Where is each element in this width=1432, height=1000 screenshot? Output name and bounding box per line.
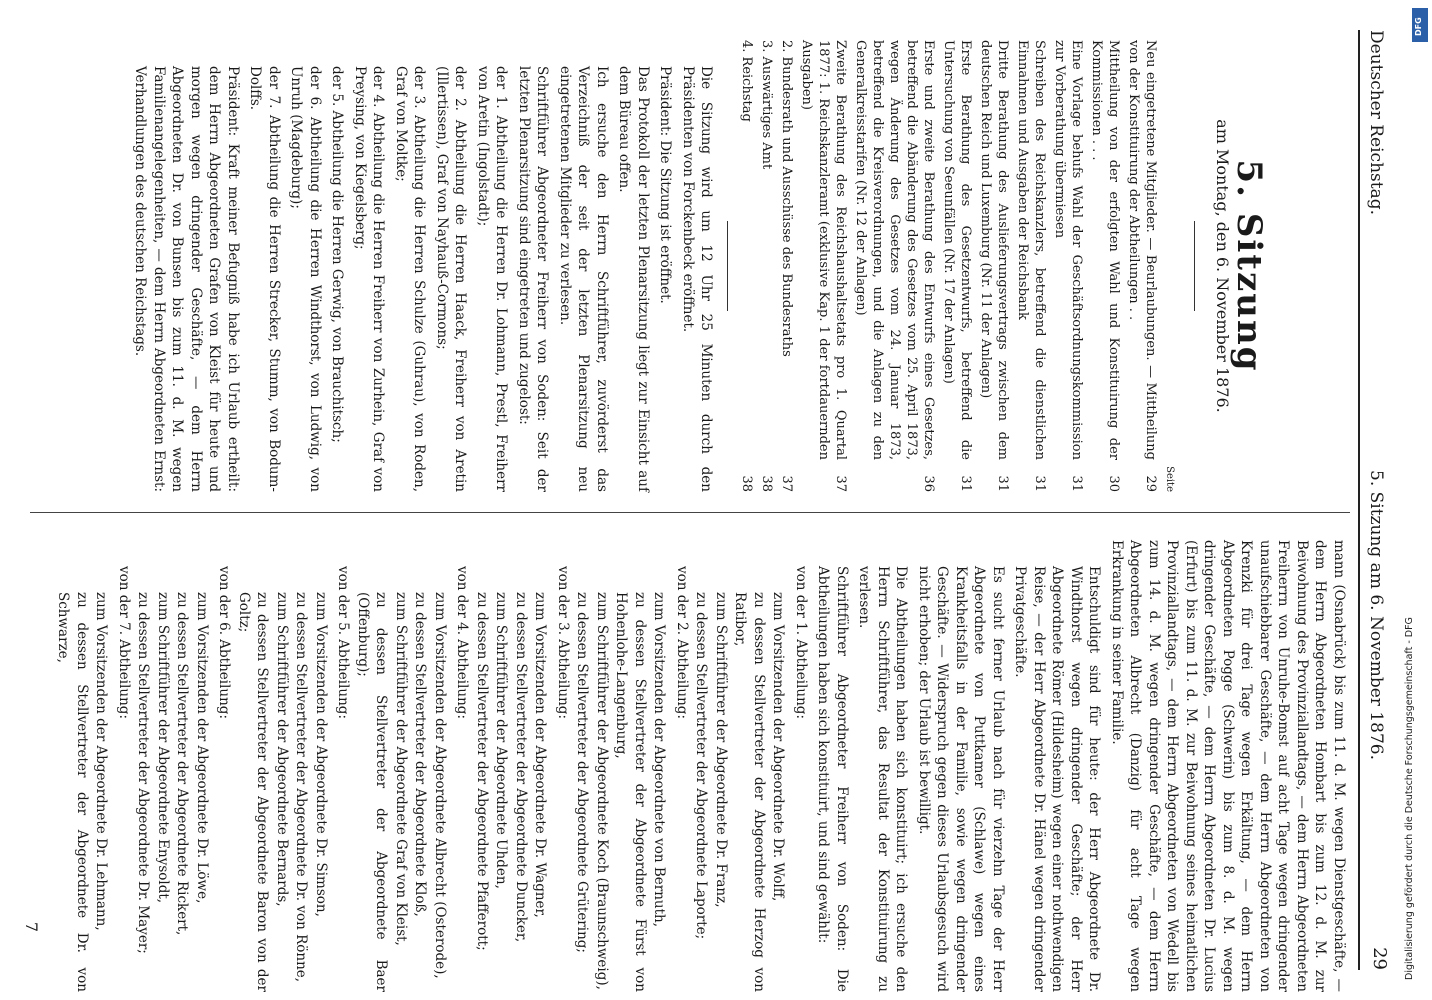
body-paragraph: der 3. Abtheilung die Herren Schulze (Guhrau), von Roden, Graf von Moltke;	[393, 66, 428, 492]
toc-entry-text: 3. Auswärtiges Amt	[759, 40, 775, 170]
opening-paragraph: Die Sitzung wird um 12 Uhr 25 Minuten durch den Präsidenten von Forckenbeck eröffnet.	[680, 66, 715, 492]
toc-row	[1089, 40, 1123, 492]
toc-entry-page: 37	[833, 475, 849, 492]
body-paragraph: mann (Osnabrück) bis zum 11. d. M. wegen Dienstgeschäfte, — dem Herrn Abgeordneten Hombart bis zum 12. d. M. zur Beiwohnung des Provinziallandtags, — dem Herrn Abgeordneten Freiherrn von Unruhe-Bomst auf acht Tage wegen dringender unaufschiebbarer Geschäfte, — dem Herrn Abgeordneten von Krenzki für drei Tage wegen Erkältung, — dem Herrn Abgeordneten Pogge (Schwerin) bis zum 8. d. M. wegen dringender Geschäfte, — dem Herrn Abgeordneten Dr. Lucius (Erfurt) bis zum 11. d. M. zur Beiwohnung seines heimatlichen Provinziallandtags, — dem Herrn Abgeordneten von Wedell bis zum 14. d. M. wegen dringender Geschäfte, — dem Herrn Abgeordneten Albrecht (Danzig) für acht Tage wegen Erkrankung in seiner Familie.	[1109, 540, 1347, 992]
toc-row	[1015, 40, 1049, 492]
toc-row	[1052, 40, 1086, 492]
dfg-credit-text: Digitalisierung gefördert durch die Deutsche Forschungsgemeinschaft - DFG	[1404, 617, 1415, 980]
section-line: zu dessen Stellvertreter der Abgeordnete Pfafferott;	[474, 592, 490, 951]
section-line: zum Schriftführer der Abgeordnete Dr. Franz,	[713, 592, 729, 908]
toc-entry-text: Eine Vorlage behufs Wahl der Geschäftsordnungskommission zur Vorberathung übermiesen	[1052, 40, 1085, 460]
left-body	[131, 40, 675, 492]
body-paragraph: Es sucht ferner Urlaub nach für vierzehn Tage der Herr Abgeordnete von Puttkamer (Schlawe) wegen eines Krankheitsfalls in der Familie, sowie wegen dringender Geschäfte. — Widerspruch gegen dieses Urlaubsgesuch wird nicht erhoben; der Urlaub ist bewilligt.	[916, 566, 1006, 992]
section-line: zu dessen Stellvertreter der Abgeordnete Baer (Offenburg);	[355, 592, 390, 992]
toc-entry-page: 31	[995, 475, 1011, 492]
header-rule	[1358, 30, 1360, 970]
toc-row	[978, 40, 1012, 492]
body-paragraph: Präsident: Kraft meiner Befugniß habe ich Urlaub ertheilt: dem Herrn Abgeordneten Grafen von Kleist für heute und morgen wegen dringender Geschäfte, — dem Herrn Abgeordneten Dr. von Bunsen bis zum 11. d. M. wegen Familienangelegenheiten, — dem Herrn Abgeordneten Ernst: Verhandlungen des deutschen Reichstags.	[132, 66, 241, 492]
toc-entry-page: 37	[779, 475, 795, 492]
body-paragraph: der 4. Abtheilung die Herren Freiherr von Zurhein, Graf von Preysing, von Kiegelsberg;	[352, 66, 387, 492]
section-line: zum Vorsitzenden der Abgeordnete Dr. Simson,	[313, 592, 329, 917]
toc-row	[853, 40, 938, 492]
body-paragraph: der 1. Abtheilung die Herren Dr. Lohmann, Prestl, Freiherr von Aretin (Ingolstadt);	[475, 66, 510, 492]
section-line: zu dessen Stellvertreter der Abgeordnete Dr. Mayer;	[135, 592, 152, 954]
body-paragraph: der 5. Abtheilung die Herren Gerwig, von Brauchitsch;	[329, 66, 346, 443]
section-line: zu dessen Stellvertreter der Abgeordnete Herzog von Ratibor,	[732, 592, 767, 992]
section-line: zu dessen Stellvertreter der Abgeordnete Laporte;	[693, 592, 710, 940]
session-date: am Montag, den 6. November 1876.	[1213, 119, 1233, 413]
section-line: zum Vorsitzenden der Abgeordnete Dr. Lehmann,	[93, 592, 110, 931]
left-column	[127, 40, 1348, 492]
toc-row	[739, 40, 756, 492]
toc-entry-text: Erste Berathung des Gesetzentwurfs, betreffend die Untersuchung von Seeunfällen (Nr. 17 der Anlagen)	[941, 40, 974, 460]
toc-row	[759, 40, 776, 492]
section-heading: von der 5. Abtheilung:	[335, 566, 352, 720]
toc-entry-text: Zweite Berathung des Reichshaushaltsetats pro 1. Quartal 1877: 1. Reichskanzleramt (exklusive Kap. 1 der fortdauernden Ausgaben)	[799, 40, 849, 460]
toc-entry-page: 36	[921, 475, 937, 492]
toc-rule	[728, 221, 729, 311]
section-line: zum Vorsitzenden der Abgeordnete von Bernuth,	[651, 592, 668, 927]
signature-mark: 7	[22, 921, 41, 932]
body-paragraph: Ich ersuche den Herrn Schriftführer, zuvörderst das Verzeichniß der seit der letzten Plenarsitzung neu eingetretenen Mitglieder zu verlesen.	[557, 66, 610, 492]
toc-entry-text: Erste und zweite Berathung des Entwurfs eines Gesetzes, betreffend die Abänderung des Gesetzes vom 25. April 1873, wegen Änderung des Gesetzes vom 24. Januar 1873, betreffend die Kreisverordnungen, und die Anlagen zu den Generalkreisstarifen (Nr. 12 der Anlagen)	[853, 40, 937, 460]
body-paragraph: Präsident: Die Sitzung ist eröffnet.	[657, 66, 674, 304]
section-line: zum Vorsitzenden der Abgeordnete Albrecht (Osterode),	[432, 592, 448, 979]
title-rule	[1194, 221, 1195, 311]
section-line: zu dessen Stellvertreter der Abgeordnete Fürst von Hohenlohe-Langenburg,	[613, 592, 648, 992]
toc-row	[1126, 40, 1160, 492]
toc-entry-text: 4. Reichstag	[739, 40, 755, 122]
section-line: zu dessen Stellvertreter der Abgeordnete Dr. von Rönne,	[293, 592, 310, 983]
header-publication: Deutscher Reichstag.	[1366, 30, 1386, 215]
column-separator	[30, 512, 1350, 513]
toc-entry-page: 38	[739, 475, 755, 492]
section-line: zum Vorsitzenden der Abgeordnete Dr. Wagner,	[532, 592, 549, 918]
section-line: zum Vorsitzenden der Abgeordnete Dr. Löwe,	[194, 592, 210, 904]
section-line: zu dessen Stellvertreter der Abgeordnete Kloß,	[412, 592, 429, 917]
section-line: zu dessen Stellvertreter der Abgeordnete Grütering;	[574, 592, 591, 953]
section-line: zum Schriftführer der Abgeordnete Uhden,	[493, 592, 510, 889]
section-heading: von der 2. Abtheilung:	[674, 566, 690, 720]
header-session: 5. Sitzung am 6. November 1876.	[1366, 470, 1386, 760]
toc-entry-text: Dritte Berathung des Auslieferungsvertrags zwischen dem deutschen Reich und Luxemburg (Nr. 11 der Anlagen)	[978, 40, 1011, 460]
toc-entry-page: 31	[958, 475, 974, 492]
section-line: zum Schriftführer der Abgeordnete Bernards,	[274, 592, 290, 907]
toc-row	[779, 40, 796, 492]
body-paragraph: Das Protokoll der letzten Plenarsitzung liegt zur Einsicht auf dem Büreau offen.	[616, 66, 651, 492]
toc-row	[941, 40, 975, 492]
section-heading: von der 1. Abtheilung:	[793, 566, 809, 720]
section-line: zu dessen Stellvertreter der Abgeordnete Duncker,	[513, 592, 529, 943]
body-paragraph: der 6. Abtheilung die Herren Windthorst, von Ludwig, von Unruh (Magdeburg);	[288, 66, 323, 492]
body-paragraph: Entschuldigt sind für heute: der Herr Abgeordnete Dr. Windthorst wegen dringender Geschäfte; der Herr Abgeordnete Römer (Hildesheim) wegen einer nothwendigen Reise, — der Herr Abgeordnete Dr. Hänel wegen dringender Privatgeschäfte.	[1012, 566, 1103, 992]
section-heading: von der 3. Abtheilung:	[555, 566, 571, 720]
toc-entry-text: 2. Bundesrath und Ausschüsse des Bundesraths	[779, 40, 795, 357]
toc-entry-text: Neu eingetretene Mitglieder. — Beurlaubungen. — Mittheilung von der Konstituirung der Abtheilungen . .	[1126, 40, 1159, 460]
toc-entry-page: 38	[759, 475, 775, 492]
section-line: zu dessen Stellvertreter der Abgeordnete Baron von der Goltz;	[236, 592, 271, 992]
section-line: zum Schriftführer der Abgeordnete Enysoldt,	[155, 592, 171, 904]
section-line: zu dessen Stellvertreter der Abgeordnete Rickert,	[174, 592, 191, 936]
toc-label: Seite	[1164, 466, 1175, 492]
session-title: 5. Sitzung	[1229, 159, 1269, 373]
section-heading: von der 7. Abtheilung:	[116, 566, 132, 720]
dfg-logo-text: DFG	[1414, 17, 1423, 36]
section-line: zum Schriftführer der Abgeordnete Graf von Kleist,	[393, 592, 409, 946]
body-paragraph: der 2. Abtheilung die Herren Haack, Freiherr von Aretin (Illertissen), Graf von Nayhauß-Cormons;	[434, 66, 469, 492]
right-column	[22, 540, 1349, 992]
body-paragraph: Schriftführer Abgeordneter Freiherr von Soden: Seit der letzten Plenarsitzung sind eingetreten und zugelost:	[516, 66, 551, 492]
body-paragraph: Schriftführer Abgeordneter Freiherr von Soden: Die Abtheilungen haben sich konstituirt, und sind gewählt:	[815, 566, 850, 992]
section-line: zum Vorsitzenden der Abgeordnete Dr. Wolff,	[770, 592, 787, 902]
page-number: 29	[1369, 947, 1390, 970]
section-line: zum Schriftführer der Abgeordnete Koch (Braunschweig),	[594, 592, 610, 990]
section-line: zu dessen Stellvertreter der Abgeordnete Dr. von Schwarze,	[55, 592, 90, 992]
dfg-logo	[1412, 8, 1428, 42]
table-of-contents	[739, 40, 1160, 492]
section-heading: von der 6. Abtheilung:	[216, 566, 233, 720]
right-body	[814, 540, 1348, 992]
toc-row	[799, 40, 850, 492]
body-paragraph: der 7. Abtheilung die Herren Strecker, Stumm, von Bodum-Dolffs.	[247, 66, 282, 492]
toc-entry-text: Schreiben des Reichskanzlers, betreffend die dienstlichen Einnahmen und Ausgaben der Reichsbank	[1015, 40, 1048, 460]
toc-entry-page: 31	[1032, 475, 1048, 492]
toc-entry-page: 29	[1143, 475, 1159, 492]
toc-entry-page: 30	[1106, 475, 1122, 492]
toc-entry-page: 31	[1069, 475, 1085, 492]
section-heading: von der 4. Abtheilung:	[454, 566, 471, 720]
body-paragraph: Die Abtheilungen haben sich konstituirt; ich ersuche den Herrn Schriftführer, das Resultat der Konstituirung zu verlesen.	[856, 566, 910, 992]
running-head	[1360, 30, 1390, 970]
toc-entry-text: Mittheilung von der erfolgten Wahl und Konstituirung der Kommissionen . . .	[1089, 40, 1122, 460]
committee-sections	[54, 540, 810, 992]
